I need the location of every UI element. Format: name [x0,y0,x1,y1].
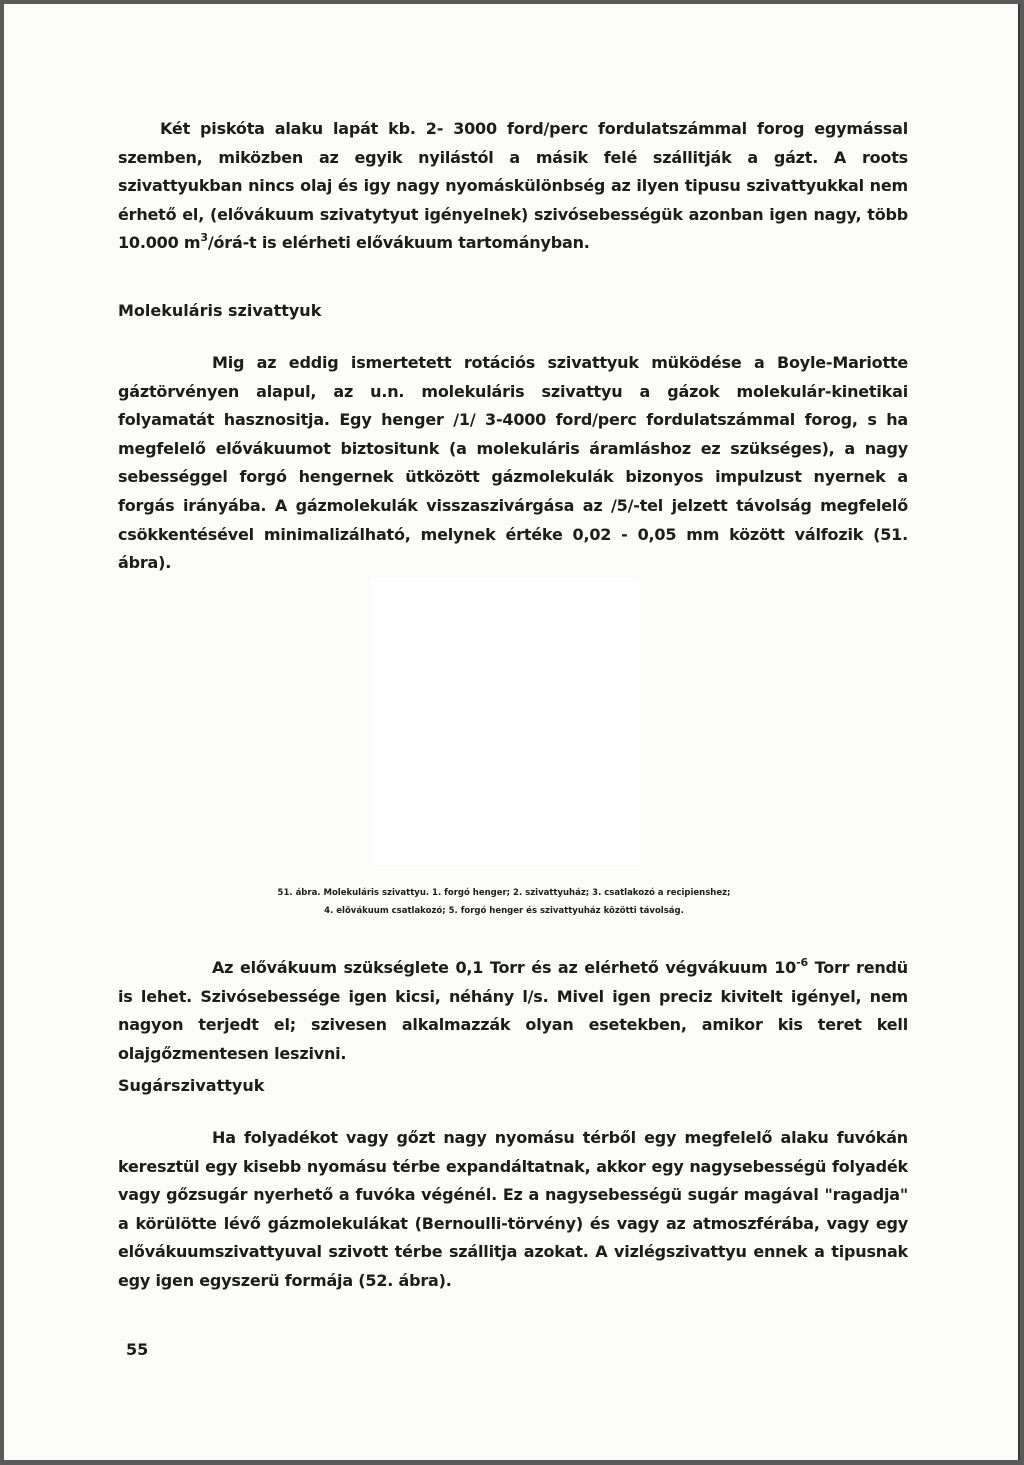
paragraph-text: /órá-t is elérheti elővákuum tartományban. [207,233,590,253]
caption-line: 51. ábra. Molekuláris szivattyu. 1. forgó henger; 2. szivattyuház; 3. csatlakozó a recipienshez; [277,888,731,898]
superscript: -6 [796,955,808,969]
caption-line: 4. elővákuum csatlakozó; 5. forgó henger és szivattyuház közötti távolság. [324,906,684,916]
section-heading-molecular: Molekuláris szivattyuk [118,301,322,320]
paragraph-text: Az elővákuum szükséglete 0,1 Torr és az elérhető végvákuum 10 [212,958,797,977]
paragraph-text: Mig az eddig ismertetett rotációs szivattyuk müködése a Boyle-Mariotte gáztörvényen alapul, az u.n. molekuláris szivattyu a gázok molekulár-kinetikai folyamatát hasznositja. Egy henger /1/ 3-4000 ford/perc fordulatszámmal forog, s ha megfelelő elővákuumot biztositunk (a molekuláris áramláshoz ez szükséges), a nagy sebességgel forgó hengernek ütközött gázmolekulák bizonyos impulzust nyernek a forgás irányába. A gázmolekulák visszaszivárgása az /5/-tel jelzett távolság megfelelő csökkentésével minimalizálható, melynek értéke 0,02 - 0,05 mm között válfozik (51. ábra). [118,353,908,573]
paragraph-molecular-pump [118,349,908,578]
paragraph-text: Torr rendü is lehet. Szivósebessége igen kicsi, néhány l/s. Mivel igen preciz kivitelt igényel, nem nagyon terjedt el; szivesen alkalmazzák olyan esetekben, amikor kis teret kell olajgőzmentesen leszivni. [118,958,908,1063]
paragraph-forevacuum [118,954,908,1068]
document-page [4,4,1020,1460]
figure-51-image [371,577,639,865]
page-number: 55 [126,1340,149,1359]
figure-caption [264,884,744,920]
superscript: 3 [200,231,208,245]
paragraph-text: Ha folyadékot vagy gőzt nagy nyomásu térből egy megfelelő alaku fuvókán keresztül egy kisebb nyomásu térbe expandáltatnak, akkor egy nagysebességü folyadék vagy gőzsugár nyerhető a fuvóka végénél. Ez a nagysebességü sugár magával "ragadja" a körülötte lévő gázmolekulákat (Bernoulli-törvény) és vagy az atmoszférába, vagy egy elővákuumszivattyuval szivott térbe szállitja azokat. A vizlégszivattyu ennek a tipusnak egy igen egyszerü formája (52. ábra). [118,1128,908,1290]
paragraph-text: Két piskóta alaku lapát kb. 2- 3000 ford/perc fordulatszámmal forog egymással szemben, miközben az egyik nyilástól a másik felé szállitják a gázt. A roots szivattyukban nincs olaj és igy nagy nyomáskülönbség az ilyen tipusu szivattyukkal nem érhető el, (elővákuum szivatytyut igényelnek) szivósebességük azonban igen nagy, több 10.000 m [118,119,908,253]
paragraph-roots-pump [118,115,908,258]
section-heading-jet: Sugárszivattyuk [118,1076,265,1095]
paragraph-jet-pump [118,1124,908,1296]
